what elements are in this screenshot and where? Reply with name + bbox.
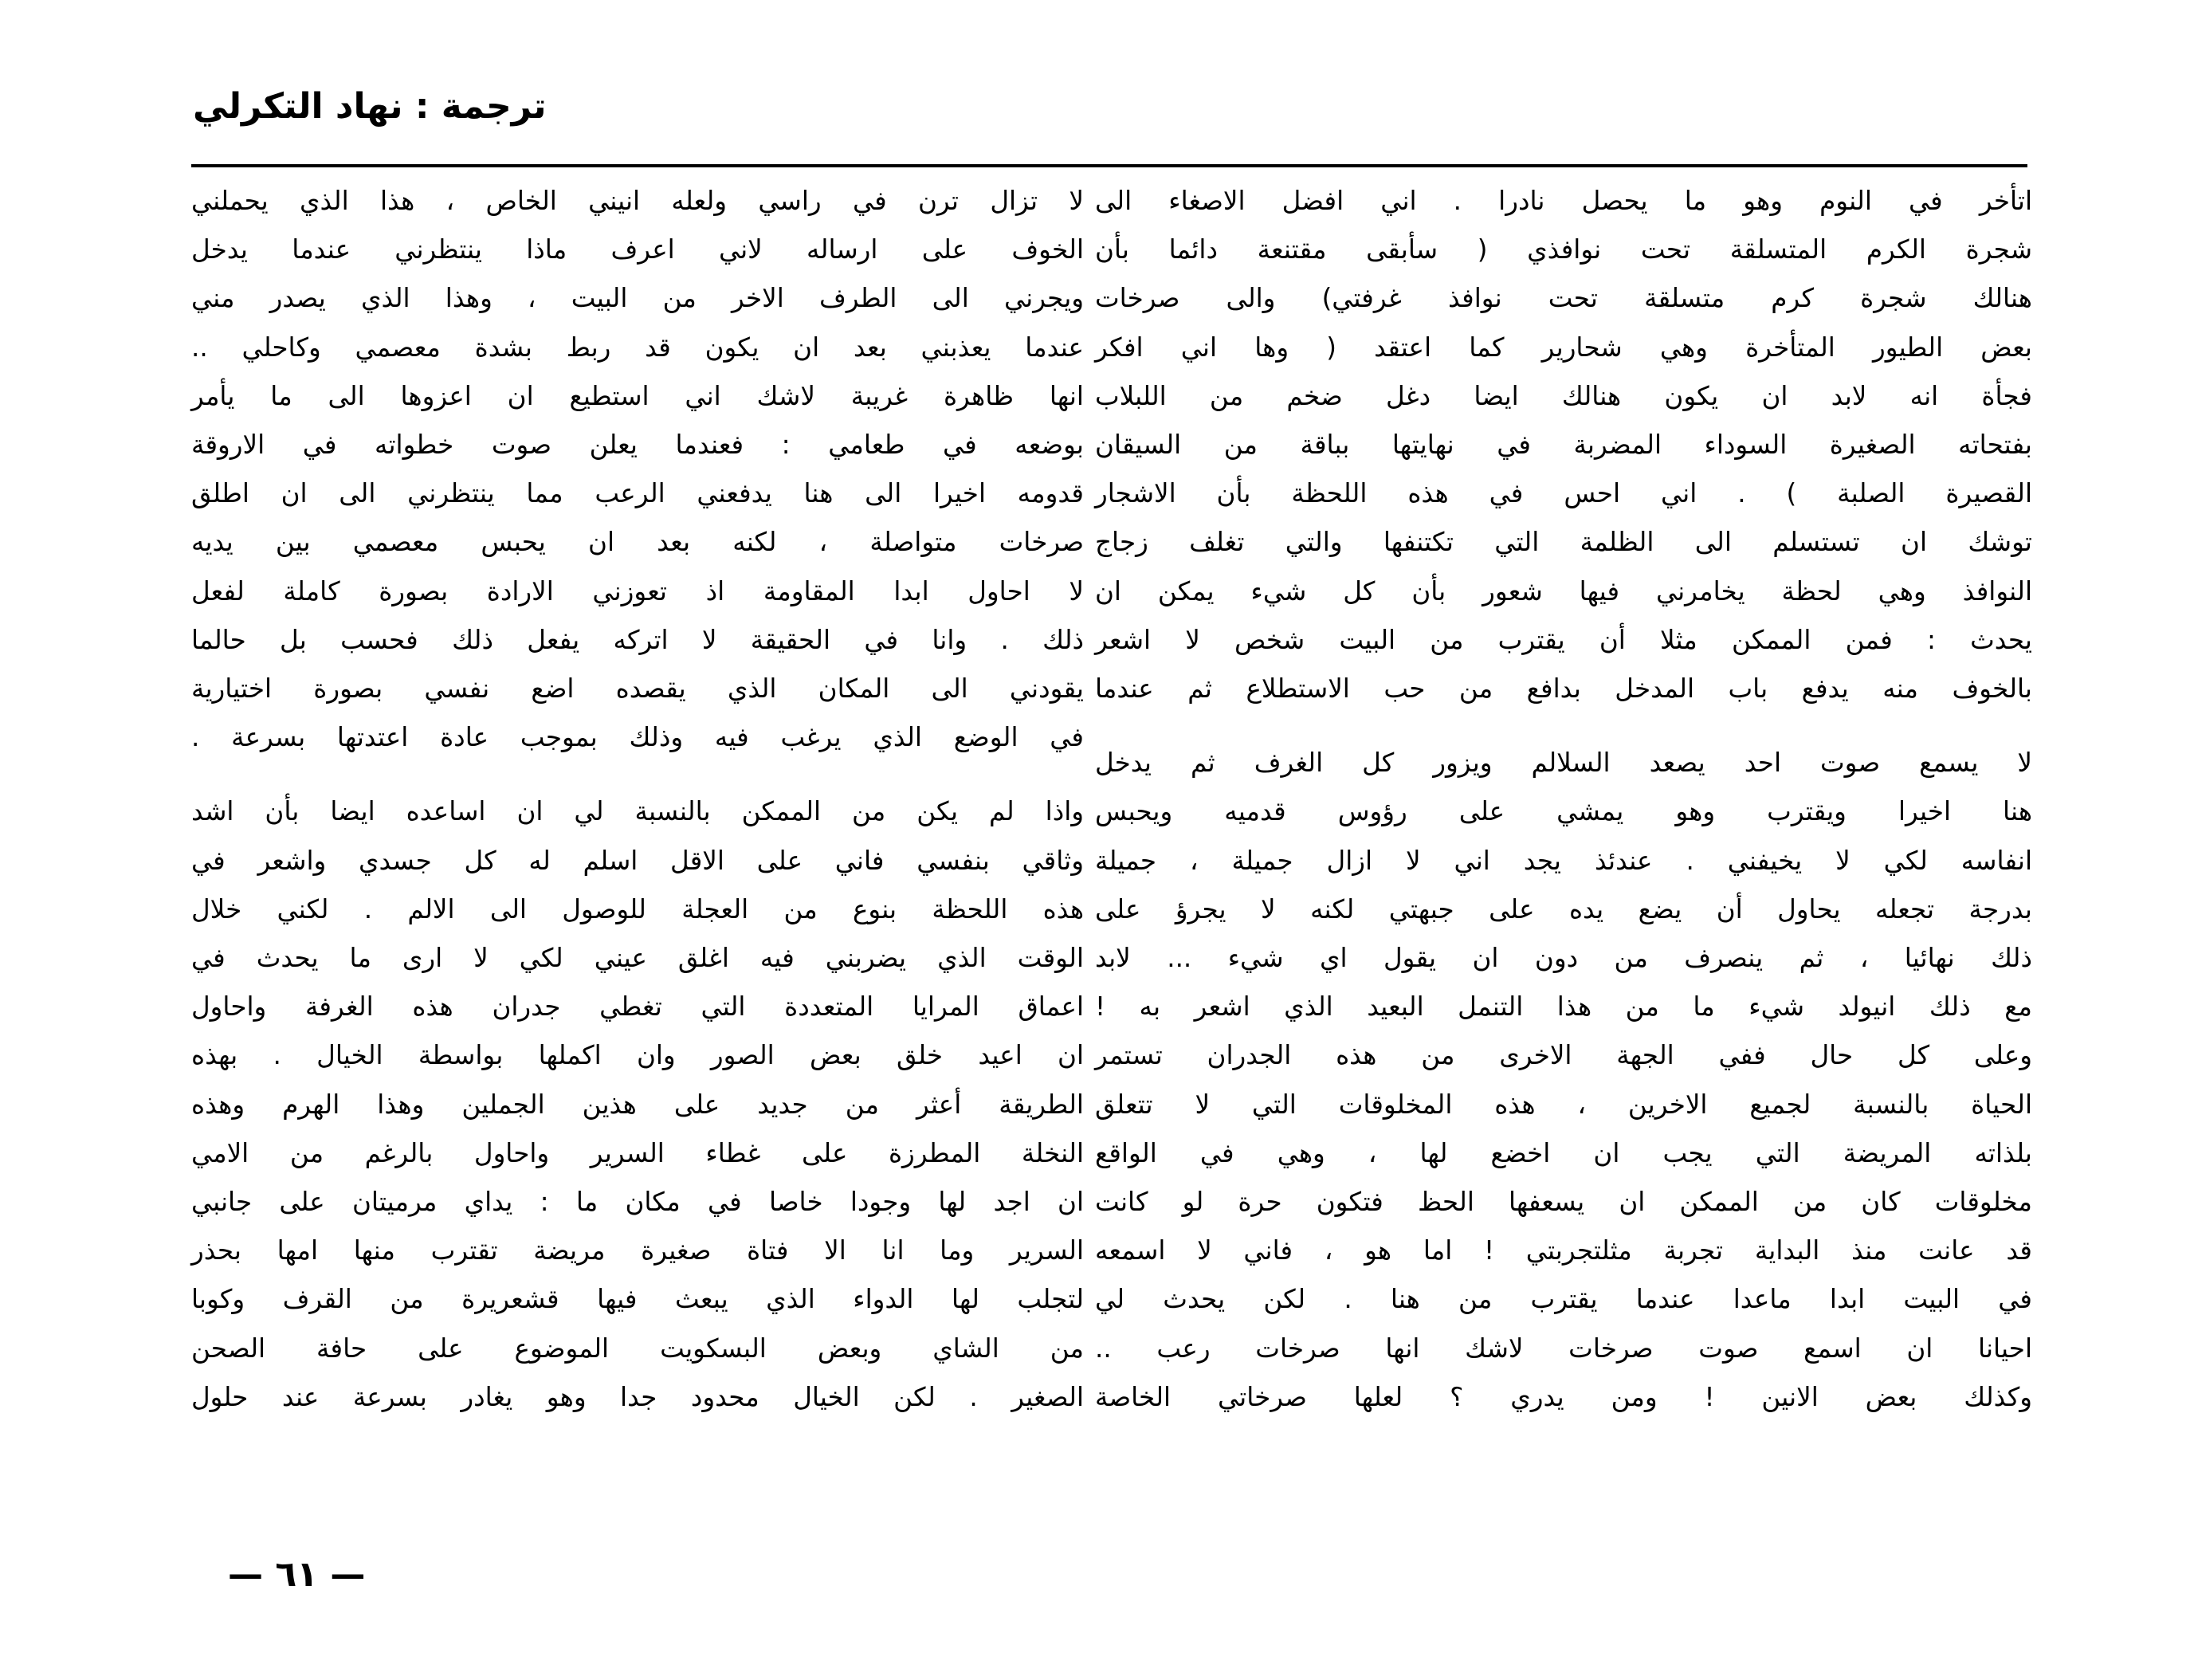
text-line: في الوضع الذي يرغب فيه وذلك بموجب عادة اعتدتها بسرعة . [191, 722, 1084, 753]
text-line: بفتحاته الصغيرة السوداء المضربة في نهايتها بباقة من السيقان [1095, 430, 2032, 461]
text-line: بالخوف منه يدفع باب المدخل بدافع من حب الاستطلاع ثم عندما [1095, 673, 2032, 705]
text-line: ان اجد لها وجودا خاصا في مكان ما : يداي مرميتان على جانبي [191, 1187, 1084, 1218]
text-line: في البيت ابدا ماعدا عندما يقترب من هنا . لكن يحدث لي [1095, 1284, 2032, 1315]
text-line: الوقت الذي يضربني فيه اغلق عيني لكي لا ارى ما يحدث في [191, 943, 1084, 974]
text-line: ان اعيد خلق بعض الصور وان اكملها بواسطة الخيال . بهذه [191, 1040, 1084, 1071]
right-column [1095, 177, 2032, 1422]
text-line: واذا لم يكن من الممكن بالنسبة لي ان اساعده ايضا بأن اشد [191, 796, 1084, 827]
text-line: لا تزال ترن في راسي ولعله انيني الخاص ، هذا الذي يحملني [191, 186, 1084, 216]
text-line: عندما يعذبني بعد ان يكون قد ربط بشدة معصمي وكاحلي .. [191, 332, 1084, 363]
text-line: وثاقي بنفسي فاني على الاقل اسلم له كل جسدي واشعر في [191, 845, 1084, 876]
text-line: يقودني الى المكان الذي يقصده اضع نفسي بصورة اختيارية [191, 673, 1084, 705]
text-line: القصيرة الصلبة ) . اني احس في هذه اللحظة بأن الاشجار [1095, 478, 2032, 509]
text-line: وكذلك بعض الانين ! ومن يدري ؟ لعلها صرخاتي الخاصة [1095, 1381, 2032, 1412]
left-paragraph-1 [191, 177, 1084, 762]
text-line: الخوف على ارساله لاني اعرف ماذا ينتظرني عندما يدخل [191, 234, 1084, 265]
text-line: لا يسمع صوت احد يصعد السلالم ويزور كل الغرف ثم يدخل [1095, 748, 2032, 779]
right-paragraph-2 [1095, 739, 2032, 1422]
text-line: صرخات متواصلة ، لكنه بعد ان يحبس معصمي بين يديه [191, 527, 1084, 558]
translator-credit: ترجمة : نهاد التكرلي [193, 86, 547, 127]
text-line: اعماق المرايا المتعددة التي تغطي جدران هذه الغرفة واحاول [191, 991, 1084, 1023]
text-line: هنا اخيرا ويقترب وهو يمشي على رؤوس قدميه ويحبس [1095, 796, 2032, 827]
text-line: توشك ان تستسلم الى الظلمة التي تكتنفها والتي تغلف زجاج [1095, 527, 2032, 558]
text-line: قد عانت منذ البداية تجربة مثلتجربتي ! اما هو ، فاني لا اسمعه [1095, 1235, 2032, 1266]
text-line: بوضعه في طعامي : فعندما يعلن صوت خطواته في الاروقة [191, 430, 1084, 461]
text-line: انفاسه لكي لا يخيفني . عندئذ يجد اني لا ازال جميلة ، جميلة [1095, 845, 2032, 876]
text-line: فجأة انه لابد ان يكون هنالك ايضا دغل ضخم من اللبلاب [1095, 380, 2032, 411]
text-line: انها ظاهرة غريبة لاشك اني استطيع ان اعزوها الى ما يأمر [191, 380, 1084, 411]
text-line: قدومه اخيرا الى هنا يدفعني الرعب مما ينتظرني الى ان اطلق [191, 478, 1084, 509]
text-line: ذلك نهائيا ، ثم ينصرف من دون ان يقول اي شيء ... لابد [1095, 943, 2032, 974]
text-line: هذه اللحظة بنوع من العجلة للوصول الى الالم . لكني خلال [191, 893, 1084, 924]
page-number: — ٦١ — [228, 1554, 366, 1595]
text-line: ويجرني الى الطرف الاخر من البيت ، وهذا الذي يصدر مني [191, 283, 1084, 314]
header-rule [191, 164, 2027, 167]
text-line: الطريقة أعثر من جديد على هذين الجملين وهذا الهرم وهذه [191, 1089, 1084, 1120]
text-line: بدرجة تجعله يحاول أن يضع يده على جبهتي لكنه لا يجرؤ على [1095, 893, 2032, 924]
text-line: مخلوقات كان من الممكن ان يسعفها الحظ فتكون حرة لو كانت [1095, 1187, 2032, 1218]
right-paragraph-1 [1095, 177, 2032, 713]
text-line: الحياة بالنسبة لجميع الاخرين ، هذه المخلوقات التي لا تتعلق [1095, 1089, 2032, 1120]
text-line: لتجلب لها الدواء الذي يبعث فيها قشعريرة من القرف وكوبا [191, 1284, 1084, 1315]
text-line: من الشاي وبعض البسكويت الموضوع على حافة الصحن [191, 1333, 1084, 1364]
text-line: شجرة الكرم المتسلقة تحت نوافذي ( سأبقى مقتنعة دائما بأن [1095, 234, 2032, 265]
text-line: ذلك . وانا في الحقيقة لا اتركه يفعل ذلك فحسب بل حالما [191, 624, 1084, 655]
text-line: وعلى كل حال ففي الجهة الاخرى من هذه الجدران تستمر [1095, 1040, 2032, 1071]
text-line: مع ذلك انيولد شيء ما من هذا التنمل البعيد الذي اشعر به ! [1095, 991, 2032, 1023]
text-line: النوافذ وهي لحظة يخامرني فيها شعور بأن كل شيء يمكن ان [1095, 575, 2032, 606]
text-line: لا احاول ابدا المقاومة اذ تعوزني الارادة بصورة كاملة لفعل [191, 575, 1084, 606]
text-line: الصغير . لكن الخيال محدود جدا وهو يغادر بسرعة عند حلول [191, 1381, 1084, 1412]
text-line: يحدث : فمن الممكن مثلا أن يقترب من البيت شخص لا اشعر [1095, 624, 2032, 655]
text-line: النخلة المطرزة على غطاء السرير واحاول بالرغم من الامي [191, 1137, 1084, 1168]
text-line: بلذاته المريضة التي يجب ان اخضع لها ، وهي في الواقع [1095, 1137, 2032, 1168]
text-line: اتأخر في النوم وهو ما يحصل نادرا . اني افضل الاصغاء الى [1095, 186, 2032, 216]
text-line: السرير وما انا الا فتاة صغيرة مريضة تقترب منها امها بحذر [191, 1235, 1084, 1266]
text-line: بعض الطيور المتأخرة وهي شحارير كما اعتقد ( وها اني افكر [1095, 332, 2032, 363]
left-paragraph-2 [191, 787, 1084, 1422]
text-line: هنالك شجرة كرم متسلقة تحت نوافذ غرفتي) والى صرخات [1095, 283, 2032, 314]
text-line: احيانا ان اسمع صوت صرخات لاشك انها صرخات رعب .. [1095, 1333, 2032, 1364]
left-column [191, 177, 1084, 1422]
